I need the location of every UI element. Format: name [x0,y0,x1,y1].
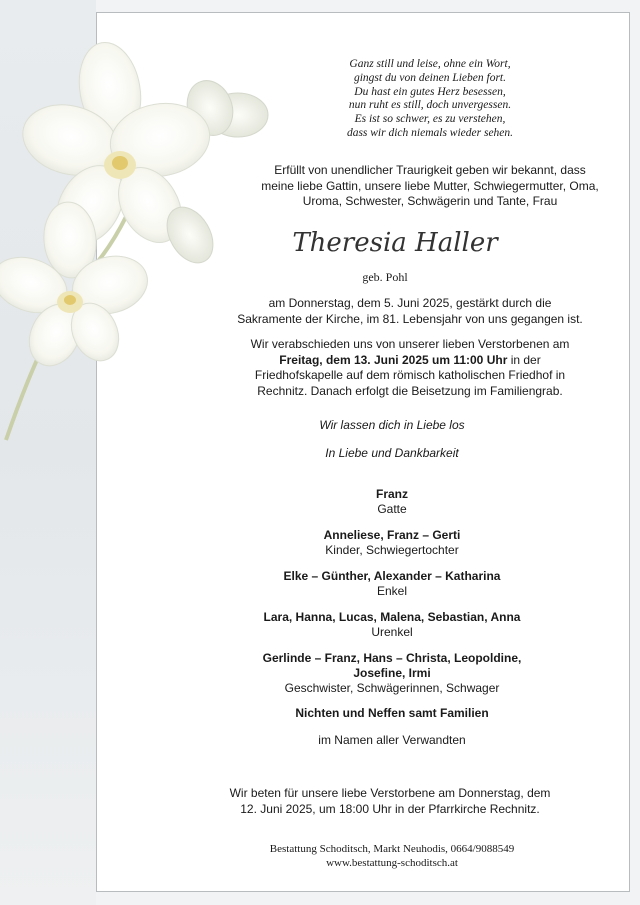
poem-line: dass wir dich niemals wieder sehen. [346,126,514,139]
mourner-group [172,487,612,517]
mourner-names: Franz [375,487,408,501]
mourner-group [172,651,612,696]
funeral-home-contact: Bestattung Schoditsch, Markt Neuhodis, 0664/9088549 [269,843,515,855]
funeral-info [190,337,630,399]
prayer-line: Wir beten für unsere liebe Verstorbene am Donnerstag, dem [229,786,551,800]
funeral-line: Rechnitz. Danach erfolgt die Beisetzung im Familiengrab. [257,383,563,398]
death-notice [190,296,630,327]
funeral-home-footer [172,842,612,870]
poem-line: nun ruht es still, doch unvergessen. [348,99,512,112]
announcement-line: Uroma, Schwester, Schwägerin und Tante, Frau [302,194,558,208]
mourner-relation: Gatte [377,502,407,516]
mourner-group [172,528,612,558]
death-notice-line: Sakramente der Kirche, im 81. Lebensjahr von uns gegangen ist. [237,311,583,326]
mourner-names: Anneliese, Franz – Gerti [323,528,461,542]
prayer-info [170,786,610,817]
mourner-group [172,569,612,599]
mourner-names: Lara, Hanna, Lucas, Malena, Sebastian, Anna [263,610,521,624]
announcement [210,163,640,210]
poem-line: Es ist so schwer, es zu verstehen, [354,113,506,126]
farewell-line-2: In Liebe und Dankbarkeit [325,446,459,460]
mourner-names: Elke – Günther, Alexander – Katharina [283,569,501,583]
poem [220,58,640,141]
mourner-relation: Urenkel [371,625,413,639]
poem-line: Ganz still und leise, ohne ein Wort, [349,58,511,70]
mourner-group [172,610,612,640]
announcement-line: Erfüllt von unendlicher Traurigkeit geben wir bekannt, dass [274,163,586,177]
announcement-line: meine liebe Gattin, unsere liebe Mutter, Schwiegermutter, Oma, [261,178,599,193]
death-notice-line: am Donnerstag, dem 5. Juni 2025, gestärkt durch die [268,296,552,310]
poem-line: gingst du von deinen Lieben fort. [353,71,507,84]
mourner-relation: Enkel [376,584,408,598]
birth-name: geb. Pohl [362,270,408,284]
mourner-names: Gerlinde – Franz, Hans – Christa, Leopoldine, [262,651,522,665]
mourner-names: Josefine, Irmi [353,666,431,680]
mourner-relation: Kinder, Schwiegertochter [325,543,459,557]
funeral-line: Friedhofskapelle auf dem römisch katholischen Friedhof in [254,368,566,382]
relatives-line: im Namen aller Verwandten [318,733,466,747]
deceased-name: Theresia Haller [292,228,498,258]
funeral-line: Wir verabschieden uns von unserer lieben Verstorbenen am [250,337,570,351]
prayer-line: 12. Juni 2025, um 18:00 Uhr in der Pfarrkirche Rechnitz. [240,801,540,816]
poem-line: Du hast ein gutes Herz besessen, [354,85,506,98]
nieces-nephews: Nichten und Neffen samt Familien [295,706,489,720]
funeral-home-website[interactable]: www.bestattung-schoditsch.at [326,857,458,869]
farewell-line-1: Wir lassen dich in Liebe los [319,418,465,432]
funeral-line [190,353,630,369]
mourner-relation: Geschwister, Schwägerinnen, Schwager [284,681,500,695]
funeral-date: Freitag, dem 13. Juni 2025 um 11:00 Uhr [279,352,508,367]
funeral-line-rest: in der [507,352,541,367]
